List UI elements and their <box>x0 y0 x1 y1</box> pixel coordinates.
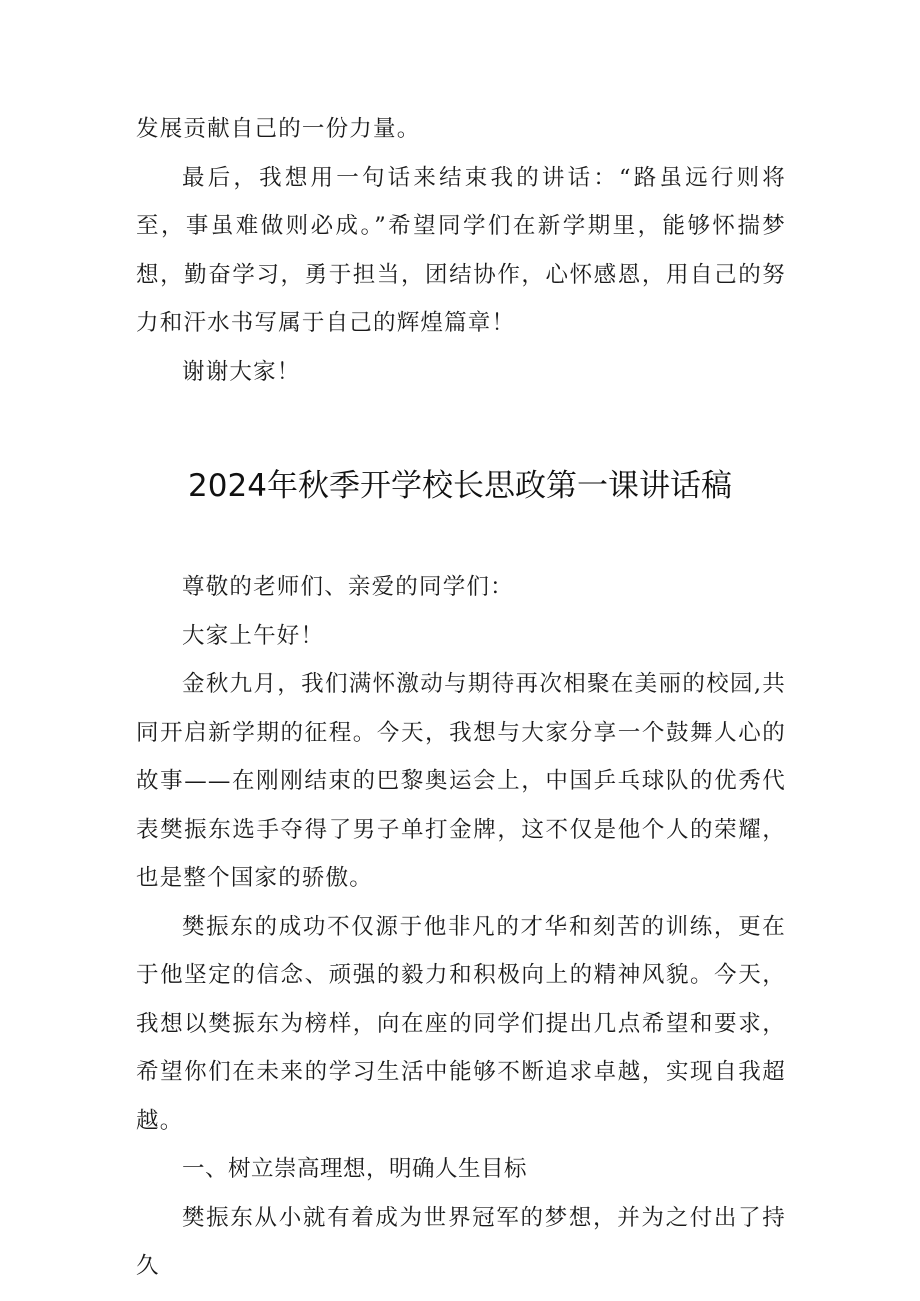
speech-body <box>136 563 786 1291</box>
greeting: 大家上午好！ <box>182 622 325 649</box>
salutation: 尊敬的老师们、亲爱的同学们： <box>182 574 514 600</box>
paragraph-intro: 金秋九月，我们满怀激动与期待再次相聚在美丽的校园,共同开启新学期的征程。今天，我想与大家分享一个鼓舞人心的故事——在刚刚结束的巴黎奥运会上，中国乒乓球队的优秀代表樊振东选手夺得了男子单打金牌，这不仅是他个人的荣耀，也是整个国家的骄傲。 <box>136 671 786 891</box>
paragraph-section-1: 樊振东从小就有着成为世界冠军的梦想，并为之付出了持久 <box>136 1204 786 1279</box>
previous-section <box>136 105 786 396</box>
paragraph-closing-quote: 最后，我想用一句话来结束我的讲话：“路虽远行则将至，事虽难做则必成。”希望同学们在新学期里，能够怀揣梦想，勤奋学习，勇于担当，团结协作，心怀感恩，用自己的努力和汗水书写属于自己的辉煌篇章！ <box>136 164 786 336</box>
paragraph-thanks: 谢谢大家！ <box>182 358 301 385</box>
paragraph-continuation: 发展贡献自己的一份力量。 <box>136 116 421 142</box>
document-title: 2024年秋季开学校长思政第一课讲话稿 <box>188 468 732 504</box>
paragraph-success: 樊振东的成功不仅源于他非凡的才华和刻苦的训练，更在于他坚定的信念、顽强的毅力和积极向上的精神风貌。今天，我想以樊振东为榜样，向在座的同学们提出几点希望和要求，希望你们在未来的学习生活中能够不断追求卓越，实现自我超越。 <box>136 913 786 1134</box>
section-heading: 一、树立崇高理想，明确人生目标 <box>182 1156 528 1182</box>
